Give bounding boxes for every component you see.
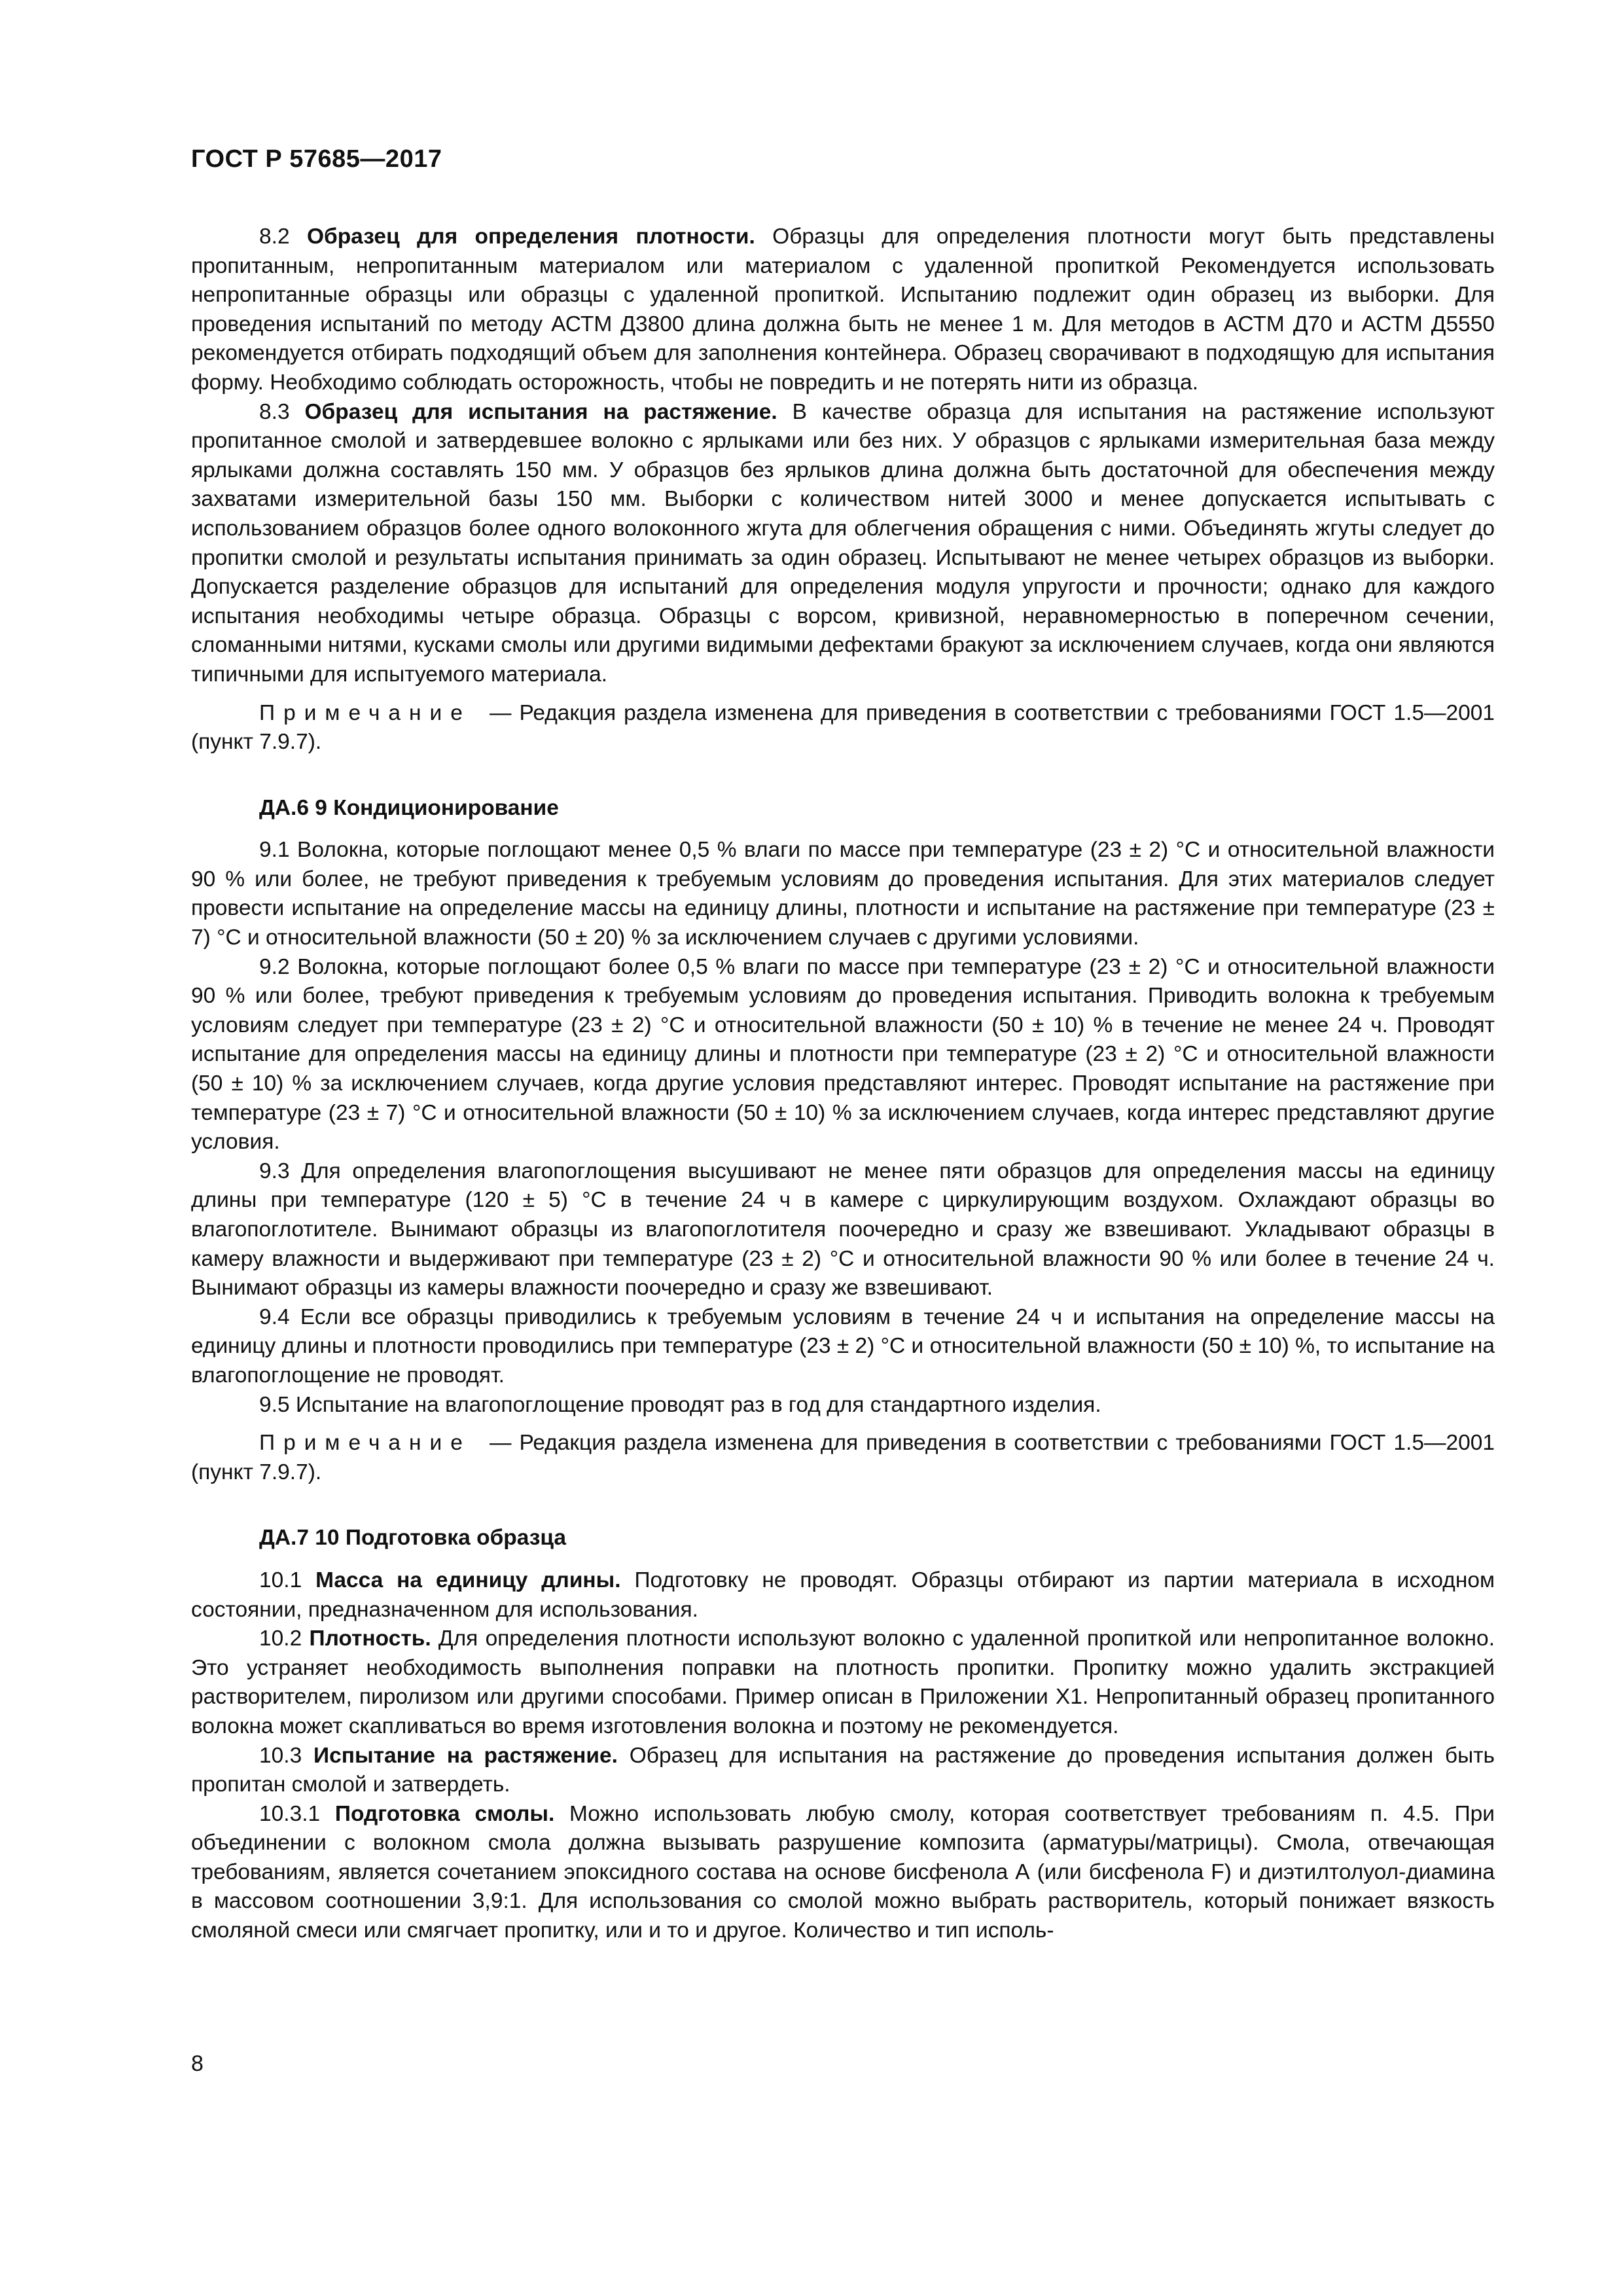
clause-title: Образец для испытания на растяжение. [304,399,777,424]
clause-number: 8.3 [259,399,290,424]
document-body [191,223,1495,1946]
paragraph-10-2 [191,1624,1495,1741]
paragraph-8-3 [191,398,1495,690]
paragraph-9-3: 9.3 Для определения влагопоглощения высушивают не менее пяти образцов для определения массы на единицу длины при температуре (120 ± 5) °С в течение 24 ч в камере с циркулирующим воздухом. Охлаждают образцы во влагопоглотителе. Вынимают образцы из влагопоглотителя поочередно и сразу же взвешивают. Укладывают образцы в камеру влажности и выдерживают при температуре (23 ± 2) °С и относительной влажности 90 % или более в течение 24 ч. Вынимают образцы из камеры влажности поочередно и сразу же взвешивают. [191,1158,1495,1300]
clause-title: Образец для определения плотности. [306,224,755,249]
section-heading-da6: ДА.6 9 Кондиционирование [259,795,559,820]
note-paragraph [191,699,1495,757]
paragraph-9-2: 9.2 Волокна, которые поглощают более 0,5 % влаги по массе при температуре (23 ± 2) °С и относительной влажности 90 % или более, требуют приведения к требуемым условиям до проведения испытания. Приводить волокна к требуемым условиям следует при температуре (23 ± 2) °С и относительной влажности (50 ± 10) % в течение не менее 24 ч. Проводят испытание для определения массы на единицу длины и плотности при температуре (23 ± 2) °С и относительной влажности (50 ± 10) % за исключением случаев, когда другие условия представляют интерес. Проводят испытание на растяжение при температуре (23 ± 7) °С и относительной влажности (50 ± 10) % за исключением случаев, когда интерес представляют другие условия. [191,954,1495,1155]
paragraph-9-5: 9.5 Испытание на влагопоглощение проводят раз в год для стандартного изделия. [259,1392,1101,1417]
paragraph-9-4: 9.4 Если все образцы приводились к требуемым условиям в течение 24 ч и испытания на определение массы на единицу длины и плотности проводились при температуре (23 ± 2) °С и относительной влажности (50 ± 10) %, то испытание на влагопоглощение не проводят. [191,1304,1495,1388]
note-label: Примечание [259,700,471,725]
clause-text: Можно использовать любую смолу, которая соответствует требованиям п. 4.5. При объединении с волокном смола должна вызывать разрушение композита (арматуры/матрицы). Смола, отвечающая требованиям, является сочетанием эпоксидного состава на основе бисфенола А (или бисфенола F) и диэтилтолуол-диамина в массовом соотношении 3,9:1. Для использования со смолой можно выбрать растворитель, который понижает вязкость смоляной смеси или смягчает пропитку, или и то и другое. Количество и тип исполь- [191,1801,1495,1943]
clause-title: Подготовка смолы. [334,1801,555,1826]
clause-text: В качестве образца для испытания на растяжение используют пропитанное смолой и затвердевшее волокно с ярлыками или без них. У образцов с ярлыками измерительная база между ярлыками должна составлять 150 мм. У образцов без ярлыков длина должна быть достаточной для обеспечения между захватами измерительной базы 150 мм. Выборки с количеством нитей 3000 и менее допускается испытывать с использованием образцов более одного волоконного жгута для облегчения обращения с ними. Объединять жгуты следует до пропитки смолой и результаты испытания принимать за один образец. Испытывают не менее четырех образцов из выборки. Допускается разделение образцов для испытаний для определения модуля упругости и прочности; однако для каждого испытания необходимы четыре образца. Образцы с ворсом, кривизной, неравномерностью в поперечном сечении, сломанными нитями, кусками смолы или другими видимыми дефектами бракуют за исключением случаев, когда они являются типичными для испытуемого материала. [191,399,1495,687]
clause-text: Подготовку не проводят. Образцы отбирают из партии материала в исходном состоянии, предназначенном для использования. [191,1568,1495,1622]
clause-text: Для определения плотности используют волокно с удаленной пропиткой или непропитанное волокно. Это устраняет необходимость выполнения поправки на плотность пропитки. Пропитку можно удалить экстракцией растворителем, пиролизом или другими способами. Пример описан в Приложении Х1. Непропитанный образец пропитанного волокна может скапливаться во время изготовления волокна и поэтому не рекомендуется. [191,1626,1495,1738]
document-header: ГОСТ Р 57685—2017 [191,145,442,173]
note-paragraph [191,1429,1495,1487]
clause-number: 10.2 [259,1626,302,1651]
paragraph-9-1: 9.1 Волокна, которые поглощают менее 0,5 % влаги по массе при температуре (23 ± 2) °С и относительной влажности 90 % или более, не требуют приведения к требуемым условиям до проведения испытания. Для этих материалов следует провести испытание на определение массы на единицу длины, плотности и испытание на растяжение при температуре (23 ± 7) °С и относительной влажности (50 ± 20) % за исключением случаев с другими условиями. [191,838,1495,950]
clause-number: 10.1 [259,1568,302,1592]
paragraph-10-3 [191,1742,1495,1800]
clause-title: Плотность. [309,1626,431,1651]
clause-title: Испытание на растяжение. [313,1743,618,1768]
clause-number: 10.3.1 [259,1801,321,1826]
section-heading-da7: ДА.7 10 Подготовка образца [259,1526,567,1551]
clause-number: 8.2 [259,224,290,249]
paragraph-8-2 [191,223,1495,398]
note-text: — Редакция раздела изменена для приведения в соответствии с требованиями ГОСТ 1.5—2001 (пункт 7.9.7). [191,700,1495,755]
note-text: — Редакция раздела изменена для приведения в соответствии с требованиями ГОСТ 1.5—2001 (пункт 7.9.7). [191,1431,1495,1484]
paragraph-10-3-1 [191,1800,1495,1946]
clause-title: Масса на единицу длины. [315,1568,621,1592]
paragraph-10-1 [191,1566,1495,1624]
clause-text: Образец для испытания на растяжение до проведения испытания должен быть пропитан смолой и затвердеть. [191,1743,1495,1797]
clause-number: 10.3 [259,1743,302,1768]
clause-text: Образцы для определения плотности могут быть представлены пропитанным, непропитанным материалом или материалом с удаленной пропиткой Рекомендуется использовать непропитанные образцы или образцы с удаленной пропиткой. Испытанию подлежит один образец из выборки. Для проведения испытаний по методу АСТМ Д3800 длина должна быть не менее 1 м. Для методов в АСТМ Д70 и АСТМ Д5550 рекомендуется отбирать подходящий объем для заполнения контейнера. Образец сворачивают в подходящую для испытания форму. Необходимо соблюдать осторожность, чтобы не повредить и не потерять нити из образца. [191,224,1495,395]
page-number: 8 [191,2051,204,2076]
note-label: Примечание [259,1431,471,1456]
